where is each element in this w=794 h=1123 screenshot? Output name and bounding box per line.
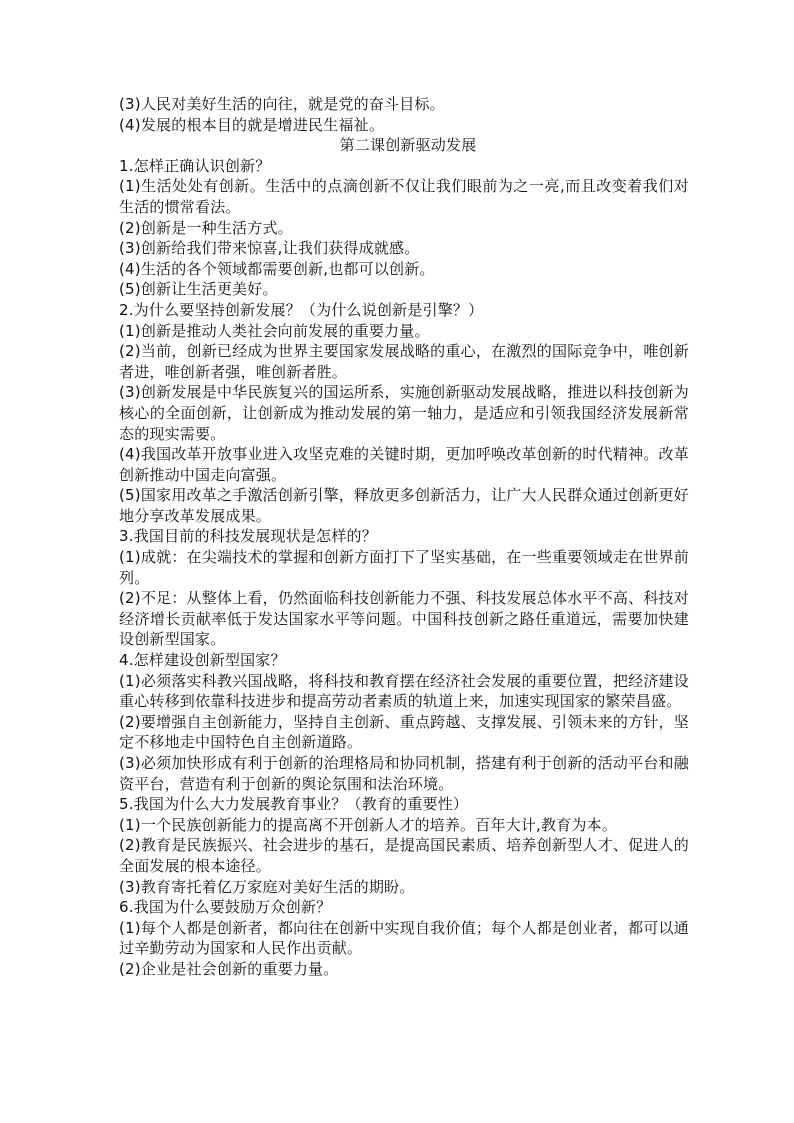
answer-item: (3)教育寄托着亿万家庭对美好生活的期盼。 (119, 877, 415, 896)
paragraph: (3)人民对美好生活的向往，就是党的奋斗目标。 (119, 95, 445, 113)
answer-item: (1)生活处处有创新。生活中的点滴创新不仅让我们眼前为之一亮,而且改变着我们对生活的惯常看法。 (119, 177, 689, 216)
question-heading: 5.我国为什么大力发展教育事业？（教育的重要性） (119, 795, 469, 814)
answer-item: (3)创新给我们带来惊喜,让我们获得成就感。 (119, 239, 420, 258)
answer-item: (2)要增强自主创新能力，坚持自主创新、重点跨越、支撑发展、引领未来的方针，坚定不移地走中国特色自主创新道路。 (119, 712, 689, 752)
answer-item: (2)创新是一种生活方式。 (119, 218, 293, 237)
answer-item: (2)当前，创新已经成为世界主要国家发展战略的重心，在激烈的国际竞争中，唯创新者进，唯创新者强，唯创新者胜。 (119, 342, 689, 381)
paragraph: (4)发展的根本目的就是增进民生福祉。 (119, 115, 385, 134)
answer-item: (4)生活的各个领域都需要创新,也都可以创新。 (119, 259, 435, 278)
answer-item: (3)必须加快形成有利于创新的治理格局和协同机制，搭建有利于创新的活动平台和融资平台，营造有利于创新的舆论氛围和法治环境。 (119, 754, 689, 793)
document-page (119, 94, 689, 980)
answer-item: (1)一个民族创新能力的提高离不开创新人才的培养。百年大计,教育为本。 (119, 815, 618, 834)
answer-item: (1)成就：在尖端技术的掌握和创新方面打下了坚实基础，在一些重要领域走在世界前列。 (119, 548, 689, 587)
question-heading: 6.我国为什么要鼓励万众创新？ (119, 898, 332, 917)
question-heading: 1.怎样正确认识创新？ (119, 156, 271, 175)
answer-item: (2)企业是社会创新的重要力量。 (119, 959, 339, 978)
answer-item: (3)创新发展是中华民族复兴的国运所系，实施创新驱动发展战略，推进以科技创新为核心的全面创新，让创新成为推动发展的第一轴力，是适应和引领我国经济发展新常态的现实需要。 (119, 383, 689, 443)
answer-item: (1)创新是推动人类社会向前发展的重要力量。 (119, 321, 430, 340)
answer-item: (2)不足：从整体上看，仍然面临科技创新能力不强、科技发展总体水平不高、科技对经济增长贡献率低于发达国家水平等问题。中国科技创新之路任重道远，需要加快建设创新型国家。 (119, 589, 689, 649)
question-heading: 3.我国目前的科技发展现状是怎样的？ (119, 527, 377, 546)
answer-item: (1)每个人都是创新者，都向往在创新中实现自我价值；每个人都是创业者，都可以通过辛勤劳动为国家和人民作出贡献。 (119, 918, 689, 958)
answer-item: (5)创新让生活更美好。 (119, 280, 278, 299)
answer-item: (2)教育是民族振兴、社会进步的基石，是提高国民素质、培养创新型人才、促进人的全面发展的根本途径。 (119, 836, 689, 875)
answer-item: (4)我国改革开放事业进入攻坚克难的关键时期，更加呼唤改革创新的时代精神。改革创新推动中国走向富强。 (119, 445, 689, 484)
lesson-title: 第二课创新驱动发展 (339, 136, 477, 155)
answer-item: (5)国家用改革之手激活创新引擎，释放更多创新活力，让广大人民群众通过创新更好地分享改革发展成果。 (119, 486, 689, 525)
answer-item: (1)必须落实科教兴国战略，将科技和教育摆在经济社会发展的重要位置，把经济建设重心转移到依靠科技进步和提高劳动者素质的轨道上来，加速实现国家的繁荣昌盛。 (119, 671, 689, 711)
question-heading: 2.为什么要坚持创新发展？（为什么说创新是引擎？） (119, 300, 484, 319)
question-heading: 4.怎样建设创新型国家？ (119, 651, 286, 670)
